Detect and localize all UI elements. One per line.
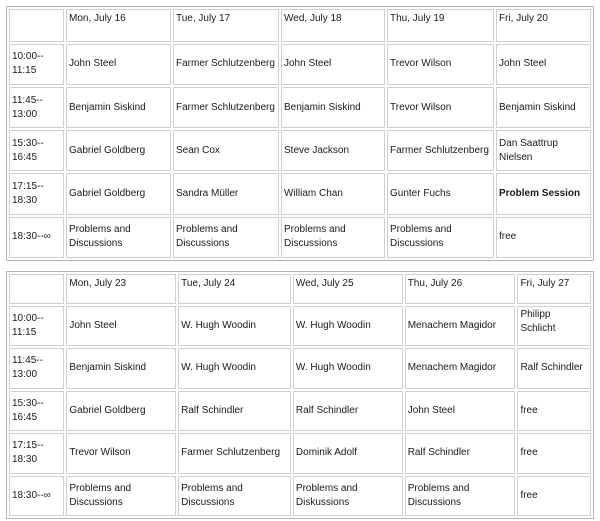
- speaker-cell: Sandra Müller: [173, 173, 279, 214]
- speaker-cell: Benjamin Siskind: [496, 87, 591, 128]
- time-cell: 11:45-- 13:00: [9, 87, 64, 128]
- speaker-cell: Ralf Schindler: [517, 348, 591, 388]
- speaker-cell: Menachem Magidor: [405, 306, 516, 346]
- speaker-cell: John Steel: [66, 306, 176, 346]
- discussion-cell: Problems and Discussions: [405, 476, 516, 516]
- speaker-cell: Menachem Magidor: [405, 348, 516, 388]
- time-slot-row: [9, 476, 591, 516]
- time-cell: 15:30-- 16:45: [9, 391, 64, 431]
- speaker-cell: Trevor Wilson: [66, 433, 176, 473]
- day-header: Wed, July 18: [281, 9, 385, 42]
- time-slot-row: [9, 173, 591, 214]
- time-slot-row: [9, 44, 591, 85]
- discussion-cell: Problems and Discussions: [66, 476, 176, 516]
- speaker-cell: John Steel: [281, 44, 385, 85]
- discussion-cell: Problems and Discussions: [178, 476, 291, 516]
- speaker-cell: John Steel: [66, 44, 171, 85]
- corner-cell: [9, 274, 64, 304]
- free-cell: free: [517, 391, 591, 431]
- time-cell: 17:15-- 18:30: [9, 433, 64, 473]
- time-slot-row: [9, 306, 591, 346]
- time-cell: 18:30--∞: [9, 476, 64, 516]
- speaker-cell: Dominik Adolf: [293, 433, 403, 473]
- day-header: Wed, July 25: [293, 274, 403, 304]
- time-cell: 15:30-- 16:45: [9, 130, 64, 171]
- speaker-cell: Steve Jackson: [281, 130, 385, 171]
- speaker-cell: Benjamin Siskind: [66, 87, 171, 128]
- speaker-cell: Gabriel Goldberg: [66, 173, 171, 214]
- day-header: Tue, July 24: [178, 274, 291, 304]
- time-slot-row: [9, 348, 591, 388]
- discussion-cell: Problems and Discussions: [66, 217, 171, 258]
- schedule-grid: [7, 272, 593, 518]
- speaker-cell: William Chan: [281, 173, 385, 214]
- schedule-table-week-2: [6, 271, 594, 519]
- speaker-cell: Ralf Schindler: [178, 391, 291, 431]
- speaker-cell: W. Hugh Woodin: [293, 348, 403, 388]
- schedule-grid: [7, 7, 593, 260]
- corner-cell: [9, 9, 64, 42]
- time-slot-row: [9, 391, 591, 431]
- day-header: Thu, July 26: [405, 274, 516, 304]
- time-cell: 10:00-- 11:15: [9, 44, 64, 85]
- time-cell: 10:00-- 11:15: [9, 306, 64, 346]
- speaker-cell: W. Hugh Woodin: [178, 348, 291, 388]
- free-cell: free: [496, 217, 591, 258]
- discussion-cell: Problems and Discussions: [281, 217, 385, 258]
- header-row: [9, 274, 591, 304]
- discussion-cell: Problems and Discussions: [387, 217, 494, 258]
- day-header: Mon, July 16: [66, 9, 171, 42]
- time-cell: 11:45-- 13:00: [9, 348, 64, 388]
- day-header: Tue, July 17: [173, 9, 279, 42]
- speaker-cell: Farmer Schlutzenberg: [387, 130, 494, 171]
- time-slot-row: [9, 130, 591, 171]
- speaker-cell: Sean Cox: [173, 130, 279, 171]
- speaker-cell: Farmer Schlutzenberg: [173, 44, 279, 85]
- time-slot-row: [9, 433, 591, 473]
- day-header: Fri, July 27: [517, 274, 591, 304]
- discussion-cell: Problems and Discussions: [173, 217, 279, 258]
- speaker-cell: Benjamin Siskind: [66, 348, 176, 388]
- speaker-cell: Farmer Schlutzenberg: [178, 433, 291, 473]
- free-cell: free: [517, 476, 591, 516]
- speaker-cell: Gunter Fuchs: [387, 173, 494, 214]
- speaker-cell: Trevor Wilson: [387, 87, 494, 128]
- speaker-cell: Philipp Schlicht: [517, 306, 591, 346]
- time-cell: 17:15-- 18:30: [9, 173, 64, 214]
- speaker-cell: Benjamin Siskind: [281, 87, 385, 128]
- speaker-cell: Trevor Wilson: [387, 44, 494, 85]
- speaker-cell: John Steel: [405, 391, 516, 431]
- day-header: Mon, July 23: [66, 274, 176, 304]
- speaker-cell: Gabriel Goldberg: [66, 130, 171, 171]
- day-header: Fri, July 20: [496, 9, 591, 42]
- speaker-cell: Farmer Schlutzenberg: [173, 87, 279, 128]
- day-header: Thu, July 19: [387, 9, 494, 42]
- schedule-table-week-1: [6, 6, 594, 261]
- speaker-cell: Ralf Schindler: [293, 391, 403, 431]
- speaker-cell: Gabriel Goldberg: [66, 391, 176, 431]
- speaker-cell: John Steel: [496, 44, 591, 85]
- problem-session-cell: Problem Session: [496, 173, 591, 214]
- discussion-cell: Problems and Diskussions: [293, 476, 403, 516]
- time-slot-row: [9, 217, 591, 258]
- header-row: [9, 9, 591, 42]
- free-cell: free: [517, 433, 591, 473]
- time-slot-row: [9, 87, 591, 128]
- time-cell: 18:30--∞: [9, 217, 64, 258]
- speaker-cell: Dan Saattrup Nielsen: [496, 130, 591, 171]
- speaker-cell: W. Hugh Woodin: [293, 306, 403, 346]
- speaker-cell: W. Hugh Woodin: [178, 306, 291, 346]
- speaker-cell: Ralf Schindler: [405, 433, 516, 473]
